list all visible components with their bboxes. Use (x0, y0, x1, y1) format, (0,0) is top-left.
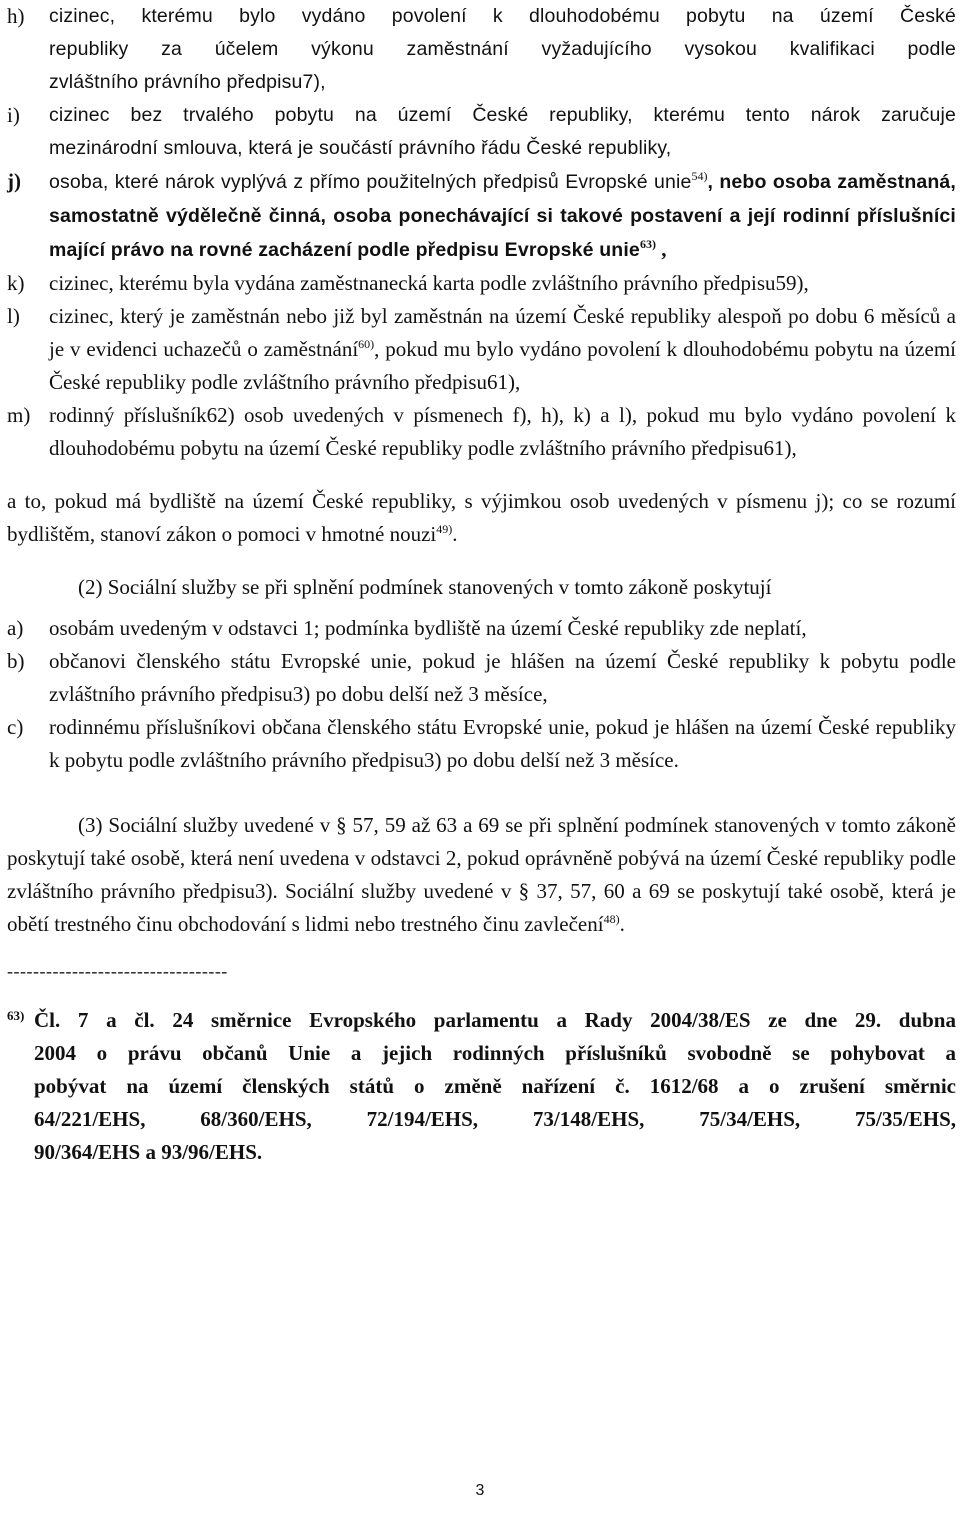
text-line: mezinárodní smlouva, která je součástí právního řádu České republiky, (49, 137, 672, 159)
list-item-c (7, 711, 956, 777)
list-item-j (7, 165, 956, 267)
footnote-text (34, 1004, 956, 1169)
list-item-text: rodinný příslušník62) osob uvedených v písmenech f), h), k) a l), pokud mu bylo vydáno povolení k dlouhodobému pobytu na území České republiky podle zvláštního právního předpisu61), (49, 403, 956, 460)
list-item-k (7, 267, 956, 300)
list-marker: c) (7, 715, 24, 739)
text-segment: a to, pokud má bydliště na území České republiky, s výjimkou osob uvedených v písmenu j); co se rozumí bydlištěm, stanoví zákon o pomoci v hmotné nouzi (7, 489, 956, 546)
list-marker: l) (7, 304, 20, 328)
list-item-text: rodinnému příslušníkovi občana členského státu Evropské unie, pokud je hlášen na území České republiky k pobytu podle zvláštního právního předpisu3) po dobu delší než 3 měsíce. (49, 715, 956, 772)
list-marker: m) (7, 403, 31, 427)
text-segment: osoba, které nárok vyplývá z přímo použitelných předpisů Evropské unie (49, 171, 692, 193)
page-number: 3 (475, 1482, 485, 1499)
list-item-i (7, 99, 956, 165)
footnote-separator: ---------------------------------- (7, 961, 228, 981)
text-segment: , pokud mu bylo vydáno povolení k dlouhodobému pobytu na území České republiky podle zvláštního právního předpisu61), (49, 337, 956, 394)
list-item-text (49, 300, 956, 399)
footnote (7, 1004, 956, 1169)
text-segment: (3) Sociální služby uvedené v § 57, 59 až 63 a 69 se při splnění podmínek stanovených v tomto zákoně poskytují také osobě, která není uvedena v odstavci 2, pokud oprávněně pobývá na území České republiky podle zvláštního právního předpisu3). Sociální služby uvedené v § 37, 57, 60 a 69 se poskytují také osobě, která je obětí trestného činu obchodování s lidmi nebo trestného činu zavlečení (7, 813, 956, 936)
footnote-ref: 48) (603, 912, 620, 926)
list-item-text: cizinec, kterému byla vydána zaměstnanecká karta podle zvláštního právního předpisu59), (49, 271, 809, 295)
list-item-text (49, 99, 956, 165)
paragraph-3 (7, 809, 956, 941)
list-item-text: občanovi členského státu Evropské unie, pokud je hlášen na území České republiky k pobytu podle zvláštního právního předpisu3) po dobu delší než 3 měsíce, (49, 649, 956, 706)
list-marker: h) (7, 4, 25, 28)
list-item-l (7, 300, 956, 399)
list-item-b (7, 645, 956, 711)
text-line: Čl. 7 a čl. 24 směrnice Evropského parlamentu a Rady 2004/38/ES ze dne 29. dubna (34, 1008, 956, 1032)
text-segment-bold: , nebo osoba zaměstnaná, samostatně výdělečně činná, osoba ponechávající si takové postavení a její rodinní příslušníci mající právo na rovné zacházení podle předpisu Evropské unie (49, 171, 956, 261)
list-marker: k) (7, 271, 25, 295)
list-item-text (49, 0, 956, 99)
text-line: cizinec bez trvalého pobytu na území České republiky, kterému tento nárok zaručuje (49, 104, 956, 126)
text-line: 90/364/EHS a 93/96/EHS. (34, 1140, 263, 1164)
closing-paragraph (7, 485, 956, 551)
text-segment: , (655, 237, 667, 261)
list-item-m (7, 399, 956, 465)
list-item-text (49, 165, 956, 267)
text-line: 64/221/EHS, 68/360/EHS, 72/194/EHS, 73/148/EHS, 75/34/EHS, 75/35/EHS, (34, 1107, 956, 1131)
list-item-h (7, 0, 956, 99)
footnote-ref: 54) (691, 169, 708, 183)
footnote-ref: 60) (358, 337, 375, 351)
list-marker: i) (7, 103, 20, 127)
list-item-text: osobám uvedeným v odstavci 1; podmínka bydliště na území České republiky zde neplatí, (49, 616, 807, 640)
list-item-a (7, 612, 956, 645)
footnote-marker: 63) (7, 1008, 25, 1023)
text-line: cizinec, kterému bylo vydáno povolení k dlouhodobému pobytu na území České (49, 5, 956, 27)
text-line: republiky za účelem výkonu zaměstnání vyžadujícího vysokou kvalifikaci podle (49, 38, 956, 60)
list-marker: j) (7, 169, 21, 193)
list-marker: a) (7, 616, 24, 640)
text-line: pobývat na území členských států o změně nařízení č. 1612/68 a o zrušení směrnic (34, 1074, 956, 1098)
text-line: 2004 o právu občanů Unie a jejich rodinných příslušníků svobodně se pohybovat a (34, 1041, 956, 1065)
text-segment: . (619, 912, 625, 936)
footnote-ref: 49) (436, 522, 453, 536)
text-segment: cizinec, který je zaměstnán nebo již byl zaměstnán na území České republiky alespoň po dobu 6 měsíců a je v evidenci uchazečů o zaměstnání (49, 304, 956, 361)
list-marker: b) (7, 649, 25, 673)
footnote-ref: 63) (639, 237, 656, 251)
paragraph-2-intro: (2) Sociální služby se při splnění podmínek stanovených v tomto zákoně poskytují (78, 575, 772, 599)
text-segment: . (452, 522, 458, 546)
text-line: zvláštního právního předpisu7), (49, 71, 326, 93)
